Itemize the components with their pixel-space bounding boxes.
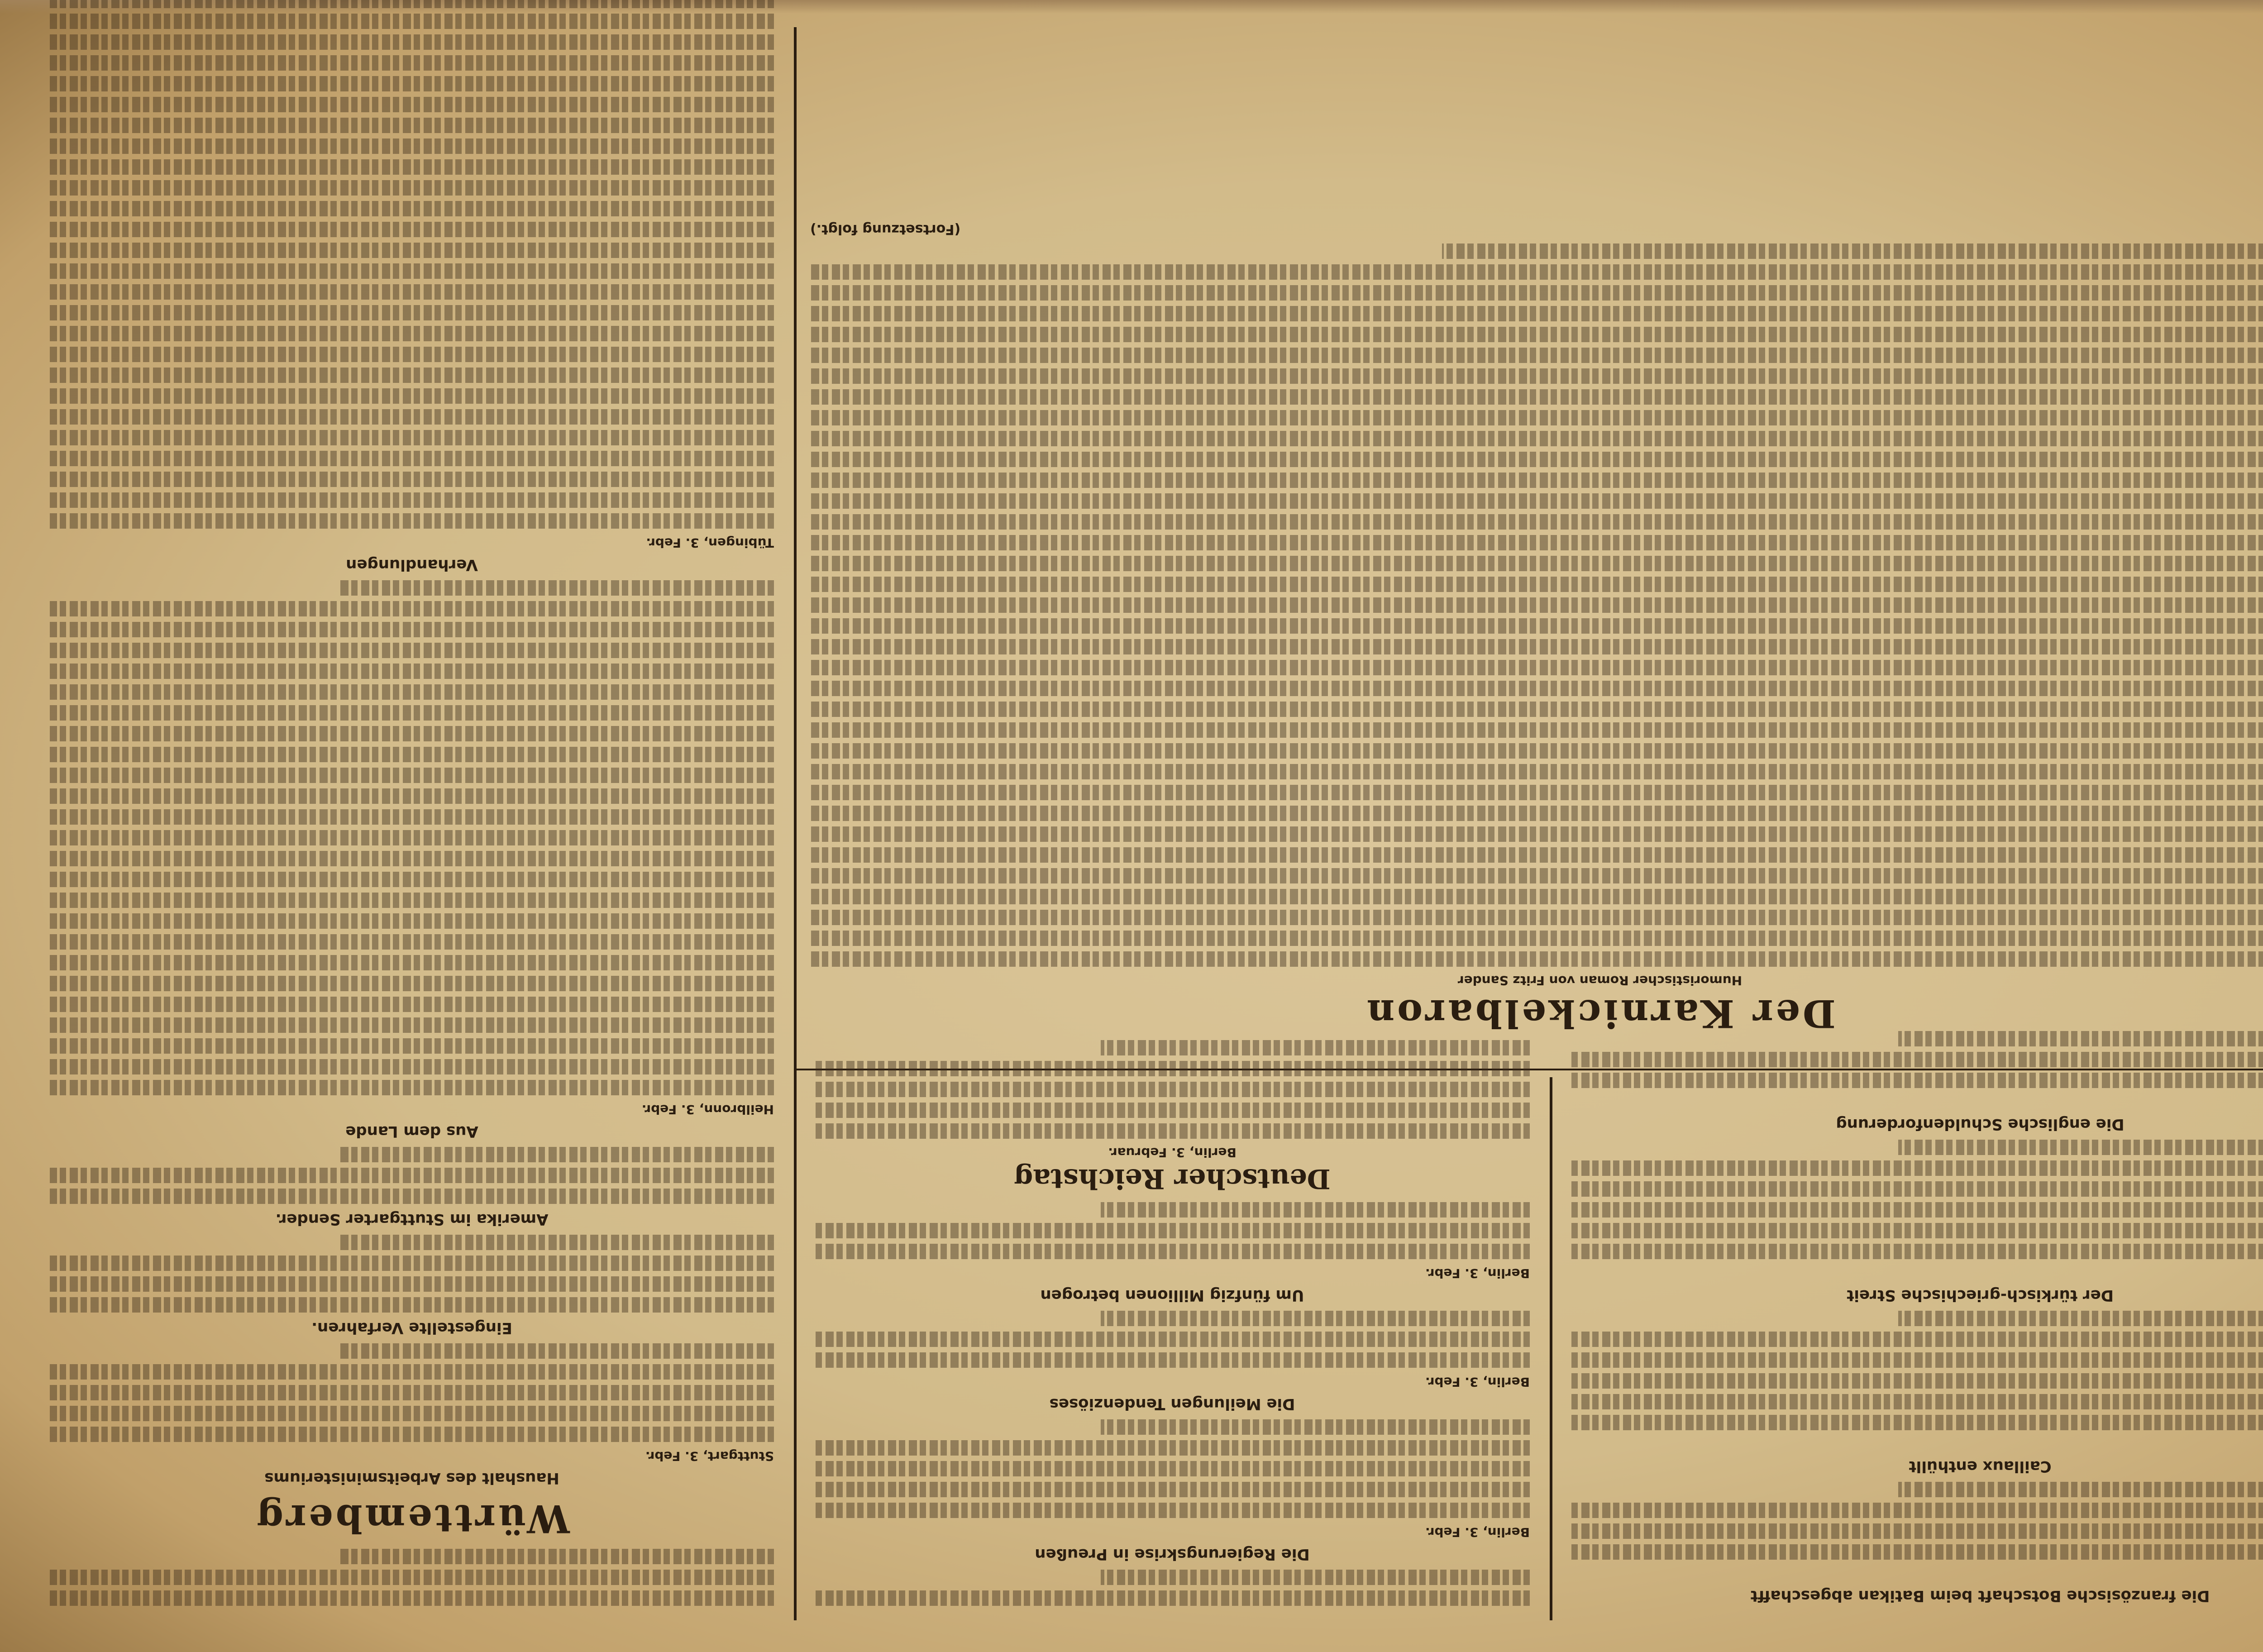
article-body bbox=[1571, 1482, 2263, 1560]
text-line bbox=[810, 431, 2263, 446]
column-rule bbox=[1550, 1077, 1552, 1620]
text-line bbox=[815, 1461, 1530, 1476]
text-line bbox=[50, 893, 774, 908]
text-line bbox=[810, 931, 2263, 946]
text-line bbox=[339, 580, 774, 596]
dateline bbox=[1571, 1093, 2263, 1111]
text-line bbox=[815, 1590, 1530, 1606]
text-line bbox=[50, 76, 774, 91]
dateline: Tübingen, 3. Febr. bbox=[646, 535, 774, 550]
article-body bbox=[1571, 1140, 2263, 1259]
text-line bbox=[815, 1223, 1530, 1238]
headline-labour: Haushalt des Arbeitsministeriums bbox=[264, 1469, 559, 1487]
dateline: Berlin, 3. Februar. bbox=[1108, 1145, 1237, 1160]
text-line bbox=[1571, 1415, 2263, 1430]
dateline bbox=[1571, 1565, 2263, 1582]
text-line bbox=[50, 851, 774, 866]
text-line bbox=[810, 764, 2263, 779]
text-line bbox=[50, 643, 774, 658]
text-line bbox=[50, 97, 774, 112]
text-line bbox=[50, 201, 774, 216]
text-line bbox=[50, 513, 774, 529]
column-reich bbox=[815, 1035, 1530, 1611]
text-line bbox=[50, 1276, 774, 1292]
text-line bbox=[815, 1352, 1530, 1368]
text-line bbox=[810, 847, 2263, 863]
dateline: Stuttgart, 3. Febr. bbox=[645, 1449, 774, 1464]
text-line bbox=[810, 702, 2263, 717]
text-line bbox=[50, 1059, 774, 1074]
text-line bbox=[50, 492, 774, 508]
text-line bbox=[50, 622, 774, 637]
headline-wuerttemberg: Württemberg bbox=[254, 1496, 570, 1541]
text-line bbox=[810, 889, 2263, 904]
article-body bbox=[50, 1147, 774, 1204]
text-line bbox=[815, 1123, 1530, 1139]
article-body bbox=[50, 1343, 774, 1442]
dateline: Heilbronn, 3. Febr. bbox=[641, 1102, 774, 1117]
text-line bbox=[339, 1147, 774, 1162]
text-line bbox=[810, 493, 2263, 509]
text-line bbox=[815, 1103, 1530, 1118]
text-line bbox=[1571, 1523, 2263, 1539]
text-line bbox=[815, 1503, 1530, 1518]
text-line bbox=[810, 826, 2263, 842]
text-line bbox=[1571, 1503, 2263, 1518]
text-line bbox=[1898, 1140, 2263, 1155]
text-line bbox=[50, 705, 774, 721]
headline-tuebingen: Verhandlungen bbox=[346, 556, 478, 574]
page-number bbox=[810, 1038, 2263, 1059]
text-line bbox=[50, 913, 774, 929]
feuilleton bbox=[810, 221, 2263, 1059]
text-line bbox=[50, 138, 774, 154]
text-line bbox=[339, 1343, 774, 1359]
text-line bbox=[50, 1297, 774, 1313]
text-line bbox=[815, 1244, 1530, 1259]
text-line bbox=[50, 409, 774, 425]
text-line bbox=[50, 788, 774, 804]
text-line bbox=[1571, 1181, 2263, 1197]
dateline bbox=[1571, 1436, 2263, 1453]
text-line bbox=[810, 514, 2263, 530]
headline-turkish-greek: Der türkisch-griechische Streit bbox=[1847, 1286, 2114, 1304]
text-line bbox=[1571, 1373, 2263, 1389]
text-line bbox=[1571, 1544, 2263, 1560]
text-line bbox=[810, 868, 2263, 883]
text-line bbox=[810, 681, 2263, 696]
text-line bbox=[50, 601, 774, 616]
text-line bbox=[50, 1590, 774, 1606]
text-line bbox=[810, 910, 2263, 925]
novel-subtitle: Humoristischer Roman von Fritz Sander bbox=[1457, 973, 1743, 988]
headline-prussia: Die Regierungskrise in Preußen bbox=[1035, 1545, 1310, 1563]
text-line bbox=[50, 284, 774, 300]
text-line bbox=[50, 243, 774, 258]
article-body bbox=[815, 1570, 1530, 1606]
article-body bbox=[50, 0, 774, 529]
text-line bbox=[50, 1570, 774, 1585]
text-line bbox=[50, 1385, 774, 1400]
text-line bbox=[50, 997, 774, 1012]
headline-caillaux: Caillaux enthüllt bbox=[1909, 1457, 2052, 1475]
text-line bbox=[815, 1082, 1530, 1097]
article-body bbox=[815, 1311, 1530, 1368]
text-line bbox=[50, 430, 774, 445]
text-line bbox=[1101, 1202, 1530, 1218]
article-body bbox=[50, 1235, 774, 1313]
column-rule bbox=[794, 27, 797, 1620]
column-politics bbox=[1571, 1026, 2263, 1611]
text-line bbox=[50, 747, 774, 762]
continuation-note: (Fortsetzung folgt.) bbox=[810, 221, 961, 237]
text-line bbox=[1571, 1394, 2263, 1409]
text-line bbox=[50, 809, 774, 825]
text-line bbox=[50, 1427, 774, 1442]
dateline: Berlin, 3. Febr. bbox=[1425, 1266, 1530, 1281]
text-line bbox=[810, 639, 2263, 654]
text-line bbox=[810, 473, 2263, 488]
text-line bbox=[50, 1364, 774, 1380]
text-line bbox=[810, 597, 2263, 613]
headline-batikan: Die französische Botschaft beim Batikan abgeschafft bbox=[1750, 1587, 2210, 1605]
text-line bbox=[50, 451, 774, 466]
text-line bbox=[1571, 1352, 2263, 1368]
text-line bbox=[50, 472, 774, 487]
text-line bbox=[50, 955, 774, 970]
text-line bbox=[50, 180, 774, 196]
text-line bbox=[50, 388, 774, 404]
text-line bbox=[810, 285, 2263, 301]
text-line bbox=[810, 306, 2263, 321]
novel-body bbox=[810, 244, 2263, 967]
text-line bbox=[50, 0, 774, 8]
dateline: Berlin, 3. Febr. bbox=[1425, 1525, 1530, 1540]
text-line bbox=[50, 1256, 774, 1271]
text-line bbox=[810, 264, 2263, 280]
text-line bbox=[50, 976, 774, 991]
headline-radio: Amerika im Stuttgarter Sender. bbox=[275, 1210, 549, 1228]
text-line bbox=[50, 1406, 774, 1421]
text-line bbox=[50, 159, 774, 175]
article-body bbox=[50, 580, 774, 1095]
text-line bbox=[810, 452, 2263, 467]
text-line bbox=[815, 1061, 1530, 1076]
text-line bbox=[810, 951, 2263, 967]
text-line bbox=[50, 55, 774, 71]
text-line bbox=[815, 1440, 1530, 1456]
text-line bbox=[1571, 1160, 2263, 1176]
headline-meilungen: Die Meilungen Tendenziöses bbox=[1049, 1395, 1295, 1413]
text-line bbox=[810, 410, 2263, 425]
rotated-newspaper-content bbox=[27, 27, 2263, 1620]
text-line bbox=[810, 368, 2263, 384]
headline-debt: Die englische Schuldenforderung bbox=[1836, 1115, 2125, 1133]
text-line bbox=[1571, 1223, 2263, 1238]
article-body bbox=[1571, 1311, 2263, 1430]
text-line bbox=[50, 368, 774, 383]
article-body bbox=[815, 1419, 1530, 1518]
text-line bbox=[810, 618, 2263, 634]
text-line bbox=[50, 326, 774, 341]
text-line bbox=[50, 872, 774, 887]
text-line bbox=[50, 768, 774, 783]
text-line bbox=[1571, 1244, 2263, 1259]
text-line bbox=[50, 1189, 774, 1204]
article-body bbox=[815, 1202, 1530, 1259]
text-line bbox=[810, 389, 2263, 405]
text-line bbox=[810, 722, 2263, 738]
text-line bbox=[815, 1482, 1530, 1497]
headline-proceedings: Eingestellte Verfahren. bbox=[311, 1319, 512, 1337]
text-line bbox=[810, 535, 2263, 550]
novel-title: Der Karnickelbaron bbox=[1364, 991, 1836, 1036]
text-line bbox=[1571, 1073, 2263, 1088]
text-line bbox=[50, 14, 774, 29]
article-body bbox=[50, 1549, 774, 1606]
text-line bbox=[50, 118, 774, 133]
headline-millions: Um fünfzig Millionen betrogen bbox=[1040, 1286, 1304, 1304]
text-line bbox=[810, 577, 2263, 592]
dateline: Berlin, 3. Febr. bbox=[1425, 1375, 1530, 1389]
text-line bbox=[1571, 1332, 2263, 1347]
headline-aus-dem-lande: Aus dem Lande bbox=[345, 1122, 478, 1141]
text-line bbox=[1101, 1311, 1530, 1326]
dateline bbox=[1571, 1265, 2263, 1282]
text-line bbox=[1442, 244, 2263, 259]
text-line bbox=[1101, 1419, 1530, 1435]
text-line bbox=[50, 830, 774, 845]
text-line bbox=[50, 347, 774, 362]
text-line bbox=[50, 1017, 774, 1033]
text-line bbox=[50, 34, 774, 50]
text-line bbox=[810, 660, 2263, 675]
headline-reichstag: Deutscher Reichstag bbox=[1014, 1163, 1331, 1194]
text-line bbox=[50, 1168, 774, 1183]
text-line bbox=[50, 684, 774, 700]
text-line bbox=[50, 726, 774, 741]
text-line bbox=[1898, 1311, 2263, 1326]
text-line bbox=[50, 1038, 774, 1054]
text-line bbox=[1898, 1482, 2263, 1497]
column-wuerttemberg bbox=[50, 0, 774, 1611]
text-line bbox=[1571, 1202, 2263, 1218]
text-line bbox=[50, 305, 774, 320]
text-line bbox=[810, 785, 2263, 800]
text-line bbox=[50, 664, 774, 679]
text-line bbox=[810, 806, 2263, 821]
text-line bbox=[50, 263, 774, 279]
text-line bbox=[810, 348, 2263, 363]
text-line bbox=[810, 327, 2263, 342]
text-line bbox=[50, 934, 774, 950]
text-line bbox=[810, 743, 2263, 759]
text-line bbox=[339, 1235, 774, 1250]
text-line bbox=[815, 1332, 1530, 1347]
text-line bbox=[1101, 1570, 1530, 1585]
text-line bbox=[50, 222, 774, 237]
text-line bbox=[339, 1549, 774, 1564]
text-line bbox=[50, 1080, 774, 1095]
text-line bbox=[810, 556, 2263, 571]
